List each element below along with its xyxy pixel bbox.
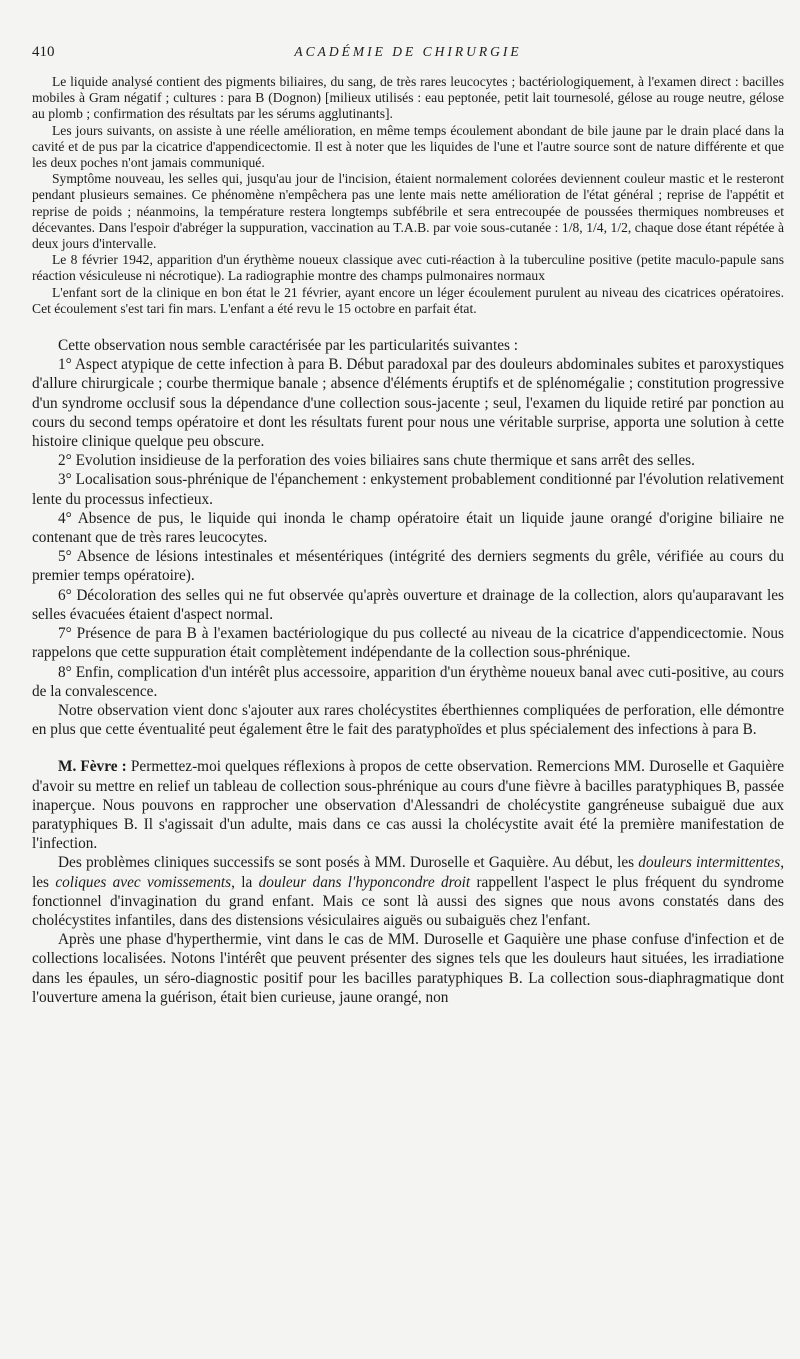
discussion-text (32, 336, 784, 1007)
paragraph (32, 853, 784, 930)
text-run: , la (231, 873, 259, 891)
list-item: 1° Aspect atypique de cette infection à para B. Début paradoxal par des douleurs abdominales subites et paroxystiques d'allure chirurgicale ; courbe thermique banale ; absence d'éléments éruptifs et de splénomégalie ; constitution progressive d'un syndrome occlusif sous la dépendance d'une collection sous-jacente ; seul, l'examen du liquide retiré par ponction au cours du second temps opératoire et dont les résultats furent pour nous une véritable surprise, apporta une solution à cette histoire clinique quelque peu obscure. (32, 356, 784, 451)
paragraph: Symptôme nouveau, les selles qui, jusqu'au jour de l'incision, étaient normalement colorées deviennent couleur mastic et le resteront pendant plusieurs semaines. Ce phénomène n'empêchera pas une lente mais nette amélioration de l'état général ; reprise de l'appétit et reprise de poids ; néanmoins, la température restera longtemps subfébrile et sera entrecoupée de poussées thermiques nombreuses et décevantes. Dans l'espoir d'abréger la suppuration, vaccination au T.A.B. par voie sous-cutanée : 1/8, 1/4, 1/2, chaque dose étant répétée à deux jours d'intervalle. (32, 171, 784, 252)
text-run: rappellent l'aspect le plus fréquent du syndrome fonctionnel d'invagination du grand enfant. Mais ce sont là aussi des signes que nous avons constatés dans des cholécystites infantiles, dans des distensions vésiculaires aiguës ou subaiguës chez l'enfant. (32, 873, 784, 929)
emphasis: douleur dans l'hyponcondre droit (258, 873, 471, 891)
list-item: 4° Absence de pus, le liquide qui inonda le champ opératoire était un liquide jaune orangé d'origine biliaire ne contenant que de très rares leucocytes. (32, 509, 784, 547)
page-number: 410 (32, 44, 55, 60)
paragraph: Notre observation vient donc s'ajouter aux rares cholécystites éberthiennes compliquées de perforation, elle démontre en plus que cette éventualité peut également être le fait des paratyphoïdes et plus spécialement des infections à para B. (32, 701, 784, 739)
list-item: 5° Absence de lésions intestinales et mésentériques (intégrité des derniers segments du grêle, vérifiée au cours du premier temps opératoire). (32, 548, 784, 585)
case-report-text (32, 74, 784, 317)
list-item: 7° Présence de para B à l'examen bactériologique du pus collecté au niveau de la cicatrice d'appendicectomie. Nous rappelons que cette suppuration était complètement indépendante de la collection sous-phrénique. (32, 625, 784, 662)
paragraph: Les jours suivants, on assiste à une réelle amélioration, en même temps écoulement abondant de bile jaune par le drain placé dans la cavité et de pus par la cicatrice d'appendicectomie. Il est à noter que les liquides de l'une et l'autre source sont de nature différente et que les deux poches n'ont jamais communiqué. (32, 122, 784, 171)
emphasis: douleurs intermittentes (638, 854, 781, 872)
paragraph: Cette observation nous semble caractérisée par les particularités suivantes : (58, 337, 519, 355)
paragraph: Après une phase d'hyperthermie, vint dans le cas de MM. Duroselle et Gaquière une phase confuse d'infection et de collections localisées. Notons l'intérêt que peuvent présenter des signes tels que les douleurs haut situées, les irradiatione dans les épaules, un séro-diagnostic positif pour les bacilles paratyphiques B. La collection sous-diaphragmatique dont l'ouverture amena la guérison, était bien curieuse, jaune orangé, non (32, 931, 784, 1006)
list-item: 3° Localisation sous-phrénique de l'épanchement : enkystement probablement conditionné par l'évolution relativement lente du processus infectieux. (32, 471, 784, 508)
paragraph: Le 8 février 1942, apparition d'un érythème noueux classique avec cuti-réaction à la tuberculine positive (petite maculo-papule sans réaction vésiculeuse ni nécrotique). La radiographie montre des champs pulmonaires normaux (32, 252, 784, 284)
list-item: 2° Evolution insidieuse de la perforation des voies biliaires sans chute thermique et sans arrêt des selles. (58, 452, 695, 470)
speaker-name: M. Fèvre : (58, 758, 127, 776)
speaker-text: Permettez-moi quelques réflexions à propos de cette observation. Remercions MM. Duroselle et Gaquière d'avoir su mettre en relief un tableau de collection sous-phrénique au cours d'une fièvre à bacilles paratyphiques B, passée inaperçue. Nous pouvons en rapprocher une observation d'Alessandri de cholécystite gangréneuse subaiguë due aux paratyphiques B. Il s'agissait d'un adulte, mais dans ce cas aussi la cholécystite avait été la première manifestation de l'infection. (32, 758, 785, 853)
speaker-paragraph (32, 757, 784, 853)
document-page (32, 44, 784, 1007)
page-header (32, 44, 784, 68)
paragraph: L'enfant sort de la clinique en bon état le 21 février, ayant encore un léger écoulement purulent au niveau des cicatrices opératoires. Cet écoulement s'est tari fin mars. L'enfant a été revu le 15 octobre en parfait état. (32, 284, 784, 316)
emphasis: coliques avec vomissements (55, 873, 232, 891)
list-item: 8° Enfin, complication d'un intérêt plus accessoire, apparition d'un érythème noueux banal avec cuti-positive, au cours de la convalescence. (32, 663, 784, 700)
list-item: 6° Décoloration des selles qui ne fut observée qu'après ouverture et drainage de la collection, alors qu'auparavant les selles évacuées étaient d'aspect normal. (32, 586, 784, 623)
text-run: Des problèmes cliniques successifs se sont posés à MM. Duroselle et Gaquière. Au début, les (58, 854, 639, 872)
text-run: , les (32, 854, 785, 891)
paragraph: Le liquide analysé contient des pigments biliaires, du sang, de très rares leucocytes ; bactériologiquement, à l'examen direct : bacilles mobiles à Gram négatif ; cultures : para B (Dognon) [milieux utilisés : eau peptonée, petit lait tournesolé, gélose au rouge neutre, gélose au plomb ; confirmation des résultats par les sérums agglutinants]. (32, 74, 784, 122)
running-title: ACADÉMIE DE CHIRURGIE (294, 44, 522, 59)
spacer (32, 739, 784, 757)
